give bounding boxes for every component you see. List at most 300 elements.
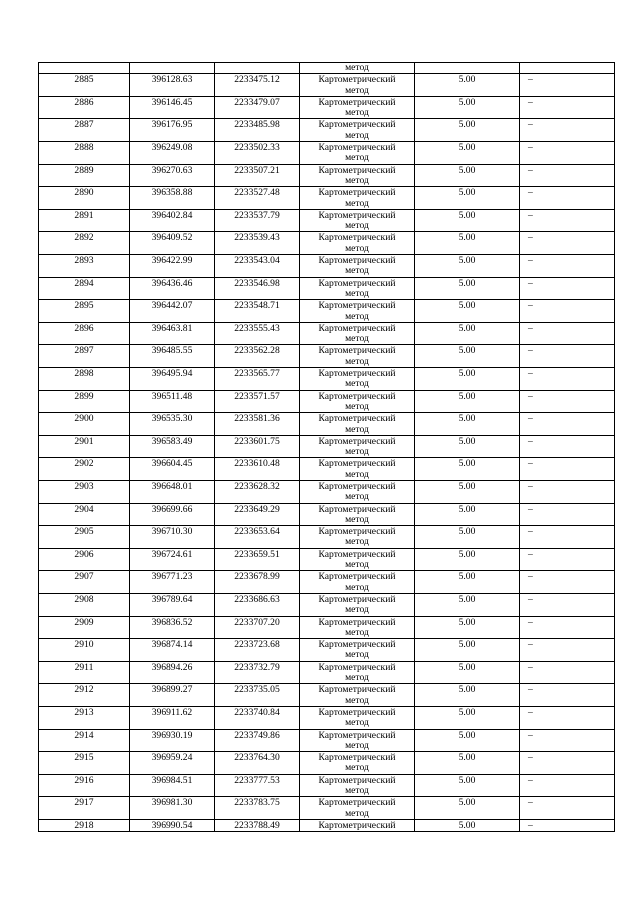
cell-method xyxy=(300,96,415,119)
method-line-1: Картометрический xyxy=(318,74,396,86)
cell-x-coordinate: 396409.52 xyxy=(130,232,215,255)
cell-point-number: 2897 xyxy=(39,345,130,368)
cell-x-coordinate: 396146.45 xyxy=(130,96,215,119)
cell-x-coordinate: 396789.64 xyxy=(130,593,215,616)
cell-accuracy: 5.00 xyxy=(415,458,520,481)
method-line-2: метод xyxy=(345,604,369,616)
method-line-2: метод xyxy=(345,197,369,209)
method-line-1: Картометрический xyxy=(318,232,396,244)
cell-point-number: 2914 xyxy=(39,729,130,752)
cell-y-coordinate: 2233678.99 xyxy=(215,571,300,594)
cell-x-coordinate: 396495.94 xyxy=(130,368,215,391)
cell-accuracy: 5.00 xyxy=(415,119,520,142)
cell-method xyxy=(300,74,415,97)
cell-point-number: 2896 xyxy=(39,322,130,345)
method-line-2: метод xyxy=(345,152,369,164)
cell-note: – xyxy=(520,616,615,639)
table-row xyxy=(39,616,615,639)
cell-point-number: 2895 xyxy=(39,300,130,323)
method-line-2: метод xyxy=(345,220,369,232)
cell-y-coordinate: 2233502.33 xyxy=(215,142,300,165)
cell-note: – xyxy=(520,300,615,323)
cell-method xyxy=(300,119,415,142)
method-line-2: метод xyxy=(345,333,369,345)
cell-note: – xyxy=(520,390,615,413)
cell-method xyxy=(300,593,415,616)
table-row xyxy=(39,706,615,729)
cell-accuracy: 5.00 xyxy=(415,571,520,594)
cell-y-coordinate: 2233653.64 xyxy=(215,526,300,549)
cell-note: – xyxy=(520,277,615,300)
coordinates-table-body xyxy=(39,63,615,832)
cell-accuracy: 5.00 xyxy=(415,96,520,119)
cell-note: – xyxy=(520,119,615,142)
cell-y-coordinate: 2233707.20 xyxy=(215,616,300,639)
method-line-1: Картометрический xyxy=(318,164,396,176)
table-row xyxy=(39,503,615,526)
cell-method xyxy=(300,277,415,300)
cell-method xyxy=(300,368,415,391)
cell-x-coordinate: 396894.26 xyxy=(130,661,215,684)
method-line-1: Картометрический xyxy=(318,119,396,131)
cell-accuracy: 5.00 xyxy=(415,593,520,616)
cell-point-number: 2910 xyxy=(39,639,130,662)
cell-accuracy: 5.00 xyxy=(415,74,520,97)
cell-method xyxy=(300,458,415,481)
cell-method xyxy=(300,300,415,323)
cell-note: – xyxy=(520,458,615,481)
method-line-2: метод xyxy=(345,446,369,458)
cell-x-coordinate: 396402.84 xyxy=(130,209,215,232)
cell-point-number: 2906 xyxy=(39,548,130,571)
table-row xyxy=(39,435,615,458)
cell-x-coordinate: 396990.54 xyxy=(130,819,215,831)
cell-x-coordinate: 396422.99 xyxy=(130,255,215,278)
cell-note: – xyxy=(520,413,615,436)
cell-x-coordinate: 396511.48 xyxy=(130,390,215,413)
cell-point-number: 2912 xyxy=(39,684,130,707)
cell-x-coordinate: 396604.45 xyxy=(130,458,215,481)
cell-x-coordinate: 396984.51 xyxy=(130,774,215,797)
table-row xyxy=(39,142,615,165)
cell-accuracy: 5.00 xyxy=(415,300,520,323)
cell-x-coordinate: 396463.81 xyxy=(130,322,215,345)
cell-x-coordinate: 396836.52 xyxy=(130,616,215,639)
cell-accuracy: 5.00 xyxy=(415,819,520,831)
cell-point-number: 2894 xyxy=(39,277,130,300)
cell-x-coordinate: 396724.61 xyxy=(130,548,215,571)
cell-x-coordinate: 396899.27 xyxy=(130,684,215,707)
cell-note: – xyxy=(520,368,615,391)
method-line-1: Картометрический xyxy=(318,413,396,425)
method-line-1: Картометрический xyxy=(318,548,396,560)
cell-point-number: 2899 xyxy=(39,390,130,413)
cell-method xyxy=(300,616,415,639)
method-line-1: Картометрический xyxy=(318,706,396,718)
cell-note: – xyxy=(520,255,615,278)
table-row xyxy=(39,413,615,436)
cell-note: – xyxy=(520,661,615,684)
cell-accuracy: 5.00 xyxy=(415,729,520,752)
cell-point-number: 2911 xyxy=(39,661,130,684)
cell-y-coordinate: 2233686.63 xyxy=(215,593,300,616)
cell-note: – xyxy=(520,639,615,662)
method-line-2: метод xyxy=(345,513,369,525)
cell-point-number: 2918 xyxy=(39,819,130,831)
cell-accuracy: 5.00 xyxy=(415,435,520,458)
cell-note: – xyxy=(520,187,615,210)
method-line-1: Картометрический xyxy=(318,96,396,108)
cell-point-number: 2890 xyxy=(39,187,130,210)
cell-note: – xyxy=(520,797,615,820)
cell-y-coordinate: 2233507.21 xyxy=(215,164,300,187)
cell-note: – xyxy=(520,232,615,255)
cell-accuracy: 5.00 xyxy=(415,684,520,707)
cell-accuracy: 5.00 xyxy=(415,345,520,368)
method-line-2: метод xyxy=(345,807,369,819)
table-row xyxy=(39,480,615,503)
cell-y-coordinate: 2233723.68 xyxy=(215,639,300,662)
cell-accuracy: 5.00 xyxy=(415,187,520,210)
cell-y-coordinate: 2233527.48 xyxy=(215,187,300,210)
cell-method xyxy=(300,164,415,187)
table-row xyxy=(39,209,615,232)
table-row xyxy=(39,300,615,323)
cell-accuracy: 5.00 xyxy=(415,413,520,436)
cell-x-coordinate: 396699.66 xyxy=(130,503,215,526)
method-line-2: метод xyxy=(345,717,369,729)
method-line-1: Картометрический xyxy=(318,187,396,199)
table-row xyxy=(39,96,615,119)
table-row xyxy=(39,164,615,187)
table-row xyxy=(39,345,615,368)
cell-point-number: 2901 xyxy=(39,435,130,458)
table-row xyxy=(39,255,615,278)
cell-method xyxy=(300,322,415,345)
cell-y-coordinate: 2233565.77 xyxy=(215,368,300,391)
cell-point-number: 2902 xyxy=(39,458,130,481)
cell-note: – xyxy=(520,164,615,187)
method-line-2: метод xyxy=(345,468,369,480)
cell-x-coordinate: 396981.30 xyxy=(130,797,215,820)
method-line-2: метод xyxy=(345,649,369,661)
cell-accuracy: 5.00 xyxy=(415,548,520,571)
method-line-1: Картометрический xyxy=(318,300,396,312)
table-row xyxy=(39,797,615,820)
cell-method xyxy=(300,661,415,684)
cell-method xyxy=(300,526,415,549)
cell-note: – xyxy=(520,752,615,775)
cell-method xyxy=(300,819,415,831)
method-line-1: Картометрический xyxy=(318,819,396,831)
cell-x-coordinate xyxy=(130,63,215,74)
cell-accuracy: 5.00 xyxy=(415,774,520,797)
cell-method xyxy=(300,413,415,436)
cell-point-number: 2905 xyxy=(39,526,130,549)
cell-method xyxy=(300,684,415,707)
table-row xyxy=(39,74,615,97)
cell-method xyxy=(300,571,415,594)
cell-method xyxy=(300,729,415,752)
cell-accuracy: 5.00 xyxy=(415,503,520,526)
cell-method xyxy=(300,232,415,255)
cell-note xyxy=(520,63,615,74)
cell-note: – xyxy=(520,96,615,119)
table-row xyxy=(39,232,615,255)
table-row xyxy=(39,548,615,571)
cell-y-coordinate: 2233783.75 xyxy=(215,797,300,820)
cell-note: – xyxy=(520,322,615,345)
cell-y-coordinate: 2233628.32 xyxy=(215,480,300,503)
cell-y-coordinate: 2233777.53 xyxy=(215,774,300,797)
cell-point-number: 2909 xyxy=(39,616,130,639)
cell-point-number: 2917 xyxy=(39,797,130,820)
cell-y-coordinate: 2233659.51 xyxy=(215,548,300,571)
cell-point-number: 2893 xyxy=(39,255,130,278)
cell-accuracy: 5.00 xyxy=(415,232,520,255)
cell-note: – xyxy=(520,774,615,797)
cell-y-coordinate: 2233539.43 xyxy=(215,232,300,255)
cell-y-coordinate xyxy=(215,63,300,74)
method-line-1: Картометрический xyxy=(318,729,396,741)
table-row-carryover xyxy=(39,63,615,74)
cell-method xyxy=(300,187,415,210)
cell-method xyxy=(300,503,415,526)
table-row xyxy=(39,187,615,210)
cell-note: – xyxy=(520,74,615,97)
cell-y-coordinate: 2233475.12 xyxy=(215,74,300,97)
cell-method xyxy=(300,435,415,458)
cell-point-number: 2892 xyxy=(39,232,130,255)
cell-y-coordinate: 2233740.84 xyxy=(215,706,300,729)
cell-y-coordinate: 2233788.49 xyxy=(215,819,300,831)
table-row xyxy=(39,774,615,797)
method-line-1: Картометрический xyxy=(318,480,396,492)
method-line-2: метод xyxy=(345,355,369,367)
cell-accuracy: 5.00 xyxy=(415,639,520,662)
method-line-2: метод xyxy=(345,400,369,412)
cell-y-coordinate: 2233610.48 xyxy=(215,458,300,481)
cell-note: – xyxy=(520,345,615,368)
cell-note: – xyxy=(520,209,615,232)
cell-method xyxy=(300,706,415,729)
cell-x-coordinate: 396710.30 xyxy=(130,526,215,549)
cell-method xyxy=(300,639,415,662)
cell-method xyxy=(300,142,415,165)
table-row xyxy=(39,571,615,594)
method-line-2: метод xyxy=(345,694,369,706)
cell-y-coordinate: 2233485.98 xyxy=(215,119,300,142)
method-line-1: Картометрический xyxy=(318,322,396,334)
cell-note: – xyxy=(520,142,615,165)
method-line-1: Картометрический xyxy=(318,571,396,583)
cell-method xyxy=(300,548,415,571)
cell-x-coordinate: 396911.62 xyxy=(130,706,215,729)
cell-x-coordinate: 396959.24 xyxy=(130,752,215,775)
cell-note: – xyxy=(520,526,615,549)
cell-point-number: 2898 xyxy=(39,368,130,391)
cell-note: – xyxy=(520,548,615,571)
cell-y-coordinate: 2233649.29 xyxy=(215,503,300,526)
cell-y-coordinate: 2233562.28 xyxy=(215,345,300,368)
cell-method xyxy=(300,255,415,278)
cell-accuracy: 5.00 xyxy=(415,209,520,232)
cell-point-number: 2887 xyxy=(39,119,130,142)
cell-point-number: 2908 xyxy=(39,593,130,616)
method-line-1: Картометрический xyxy=(318,255,396,267)
cell-note: – xyxy=(520,729,615,752)
cell-y-coordinate: 2233601.75 xyxy=(215,435,300,458)
cell-method: метод xyxy=(300,63,415,74)
method-line-2: метод xyxy=(345,536,369,548)
method-line-1: Картометрический xyxy=(318,797,396,809)
cell-x-coordinate: 396648.01 xyxy=(130,480,215,503)
method-line-2: метод xyxy=(345,84,369,96)
method-line-1: Картометрический xyxy=(318,142,396,154)
cell-x-coordinate: 396442.07 xyxy=(130,300,215,323)
cell-point-number: 2913 xyxy=(39,706,130,729)
cell-accuracy: 5.00 xyxy=(415,322,520,345)
cell-accuracy: 5.00 xyxy=(415,797,520,820)
cell-x-coordinate: 396535.30 xyxy=(130,413,215,436)
cell-x-coordinate: 396874.14 xyxy=(130,639,215,662)
cell-accuracy: 5.00 xyxy=(415,368,520,391)
cell-method xyxy=(300,797,415,820)
table-row xyxy=(39,752,615,775)
table-row xyxy=(39,119,615,142)
cell-point-number: 2886 xyxy=(39,96,130,119)
cell-accuracy: 5.00 xyxy=(415,752,520,775)
cell-note: – xyxy=(520,684,615,707)
method-line-1: Картометрический xyxy=(318,774,396,786)
cell-y-coordinate: 2233571.57 xyxy=(215,390,300,413)
coordinates-table xyxy=(38,62,615,832)
table-row xyxy=(39,368,615,391)
cell-method xyxy=(300,390,415,413)
cell-method xyxy=(300,345,415,368)
cell-x-coordinate: 396270.63 xyxy=(130,164,215,187)
cell-accuracy xyxy=(415,63,520,74)
method-line-2: метод xyxy=(345,581,369,593)
method-line-1: Картометрический xyxy=(318,526,396,538)
table-row xyxy=(39,322,615,345)
cell-point-number xyxy=(39,63,130,74)
method-line-2: метод xyxy=(345,107,369,119)
cell-y-coordinate: 2233555.43 xyxy=(215,322,300,345)
cell-point-number: 2903 xyxy=(39,480,130,503)
method-line-2: метод xyxy=(345,129,369,141)
method-line-2: метод xyxy=(345,287,369,299)
cell-y-coordinate: 2233581.36 xyxy=(215,413,300,436)
cell-note: – xyxy=(520,571,615,594)
method-line-2: метод xyxy=(345,491,369,503)
cell-point-number: 2889 xyxy=(39,164,130,187)
method-line-1: Картометрический xyxy=(318,684,396,696)
cell-note: – xyxy=(520,435,615,458)
cell-point-number: 2907 xyxy=(39,571,130,594)
method-line-1: Картометрический xyxy=(318,458,396,470)
table-row xyxy=(39,819,615,831)
cell-accuracy: 5.00 xyxy=(415,661,520,684)
method-line-2: метод xyxy=(345,785,369,796)
cell-method xyxy=(300,209,415,232)
method-line-2: метод xyxy=(345,762,369,774)
cell-point-number: 2915 xyxy=(39,752,130,775)
cell-note: – xyxy=(520,480,615,503)
cell-accuracy: 5.00 xyxy=(415,616,520,639)
method-line-2: метод xyxy=(345,626,369,638)
method-line-1: Картометрический xyxy=(318,368,396,380)
table-row xyxy=(39,684,615,707)
method-line-1: Картометрический xyxy=(318,616,396,628)
method-line-2: метод xyxy=(345,310,369,322)
cell-y-coordinate: 2233735.05 xyxy=(215,684,300,707)
cell-note: – xyxy=(520,593,615,616)
method-line-1: Картометрический xyxy=(318,435,396,447)
cell-x-coordinate: 396930.19 xyxy=(130,729,215,752)
method-line-1: Картометрический xyxy=(318,209,396,221)
cell-method xyxy=(300,774,415,797)
cell-y-coordinate: 2233749.86 xyxy=(215,729,300,752)
cell-note: – xyxy=(520,819,615,831)
cell-y-coordinate: 2233548.71 xyxy=(215,300,300,323)
method-line-1: Картометрический xyxy=(318,639,396,651)
method-line-2: метод xyxy=(345,559,369,571)
cell-point-number: 2916 xyxy=(39,774,130,797)
method-line-1: Картометрический xyxy=(318,752,396,764)
cell-note: – xyxy=(520,503,615,526)
method-line-2: метод xyxy=(345,739,369,751)
table-row xyxy=(39,458,615,481)
cell-method xyxy=(300,480,415,503)
method-line-1: Картометрический xyxy=(318,661,396,673)
cell-y-coordinate: 2233479.07 xyxy=(215,96,300,119)
cell-x-coordinate: 396485.55 xyxy=(130,345,215,368)
method-line-1: Картометрический xyxy=(318,390,396,402)
cell-accuracy: 5.00 xyxy=(415,277,520,300)
cell-y-coordinate: 2233543.04 xyxy=(215,255,300,278)
cell-point-number: 2891 xyxy=(39,209,130,232)
table-row xyxy=(39,661,615,684)
cell-point-number: 2904 xyxy=(39,503,130,526)
table-row xyxy=(39,526,615,549)
cell-point-number: 2888 xyxy=(39,142,130,165)
cell-x-coordinate: 396583.49 xyxy=(130,435,215,458)
method-line-1: Картометрический xyxy=(318,345,396,357)
table-row xyxy=(39,729,615,752)
table-row xyxy=(39,639,615,662)
method-line-2: метод xyxy=(345,265,369,277)
cell-accuracy: 5.00 xyxy=(415,526,520,549)
method-line-2: метод xyxy=(345,242,369,254)
cell-x-coordinate: 396176.95 xyxy=(130,119,215,142)
method-line-1: Картометрический xyxy=(318,277,396,289)
cell-accuracy: 5.00 xyxy=(415,480,520,503)
method-line-2: метод xyxy=(345,174,369,186)
cell-x-coordinate: 396436.46 xyxy=(130,277,215,300)
cell-x-coordinate: 396249.08 xyxy=(130,142,215,165)
table-row xyxy=(39,277,615,300)
cell-x-coordinate: 396128.63 xyxy=(130,74,215,97)
method-line-2: метод xyxy=(345,378,369,390)
cell-accuracy: 5.00 xyxy=(415,706,520,729)
cell-x-coordinate: 396771.23 xyxy=(130,571,215,594)
cell-y-coordinate: 2233732.79 xyxy=(215,661,300,684)
cell-point-number: 2885 xyxy=(39,74,130,97)
cell-accuracy: 5.00 xyxy=(415,255,520,278)
cell-method xyxy=(300,752,415,775)
cell-y-coordinate: 2233537.79 xyxy=(215,209,300,232)
